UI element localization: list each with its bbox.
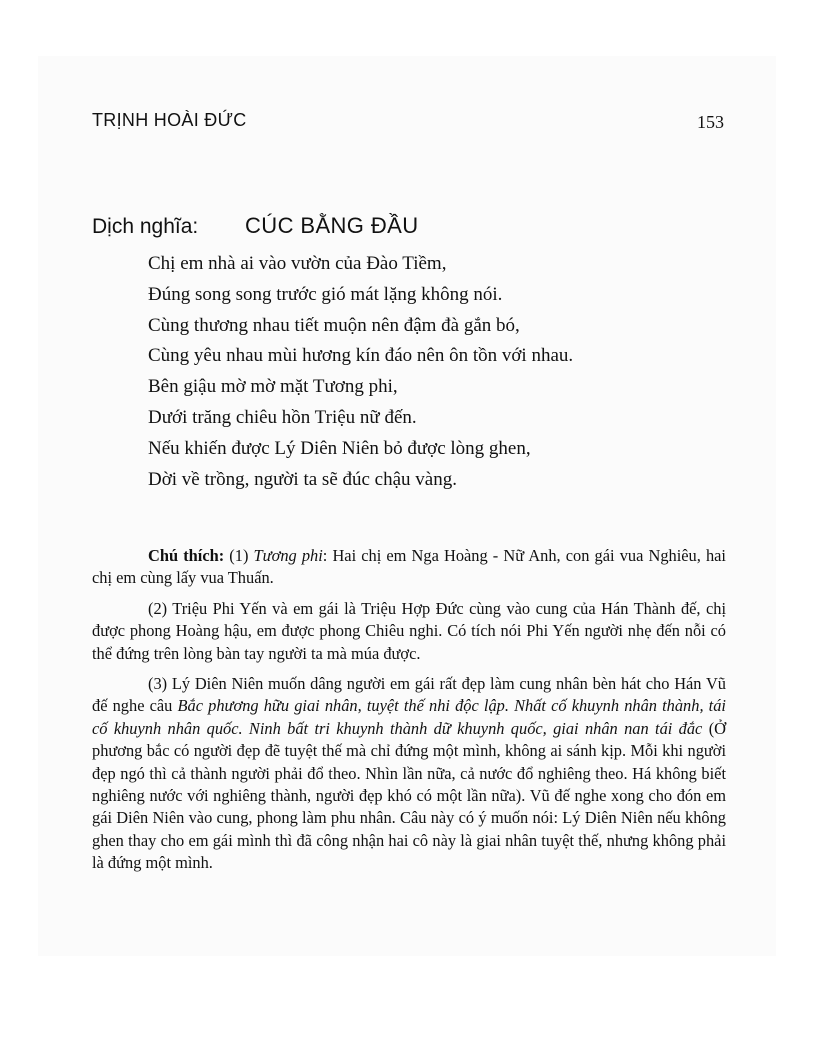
poem-line: Đúng song song trước gió mát lặng không nói. (148, 283, 503, 305)
section-heading (92, 213, 419, 239)
running-header-author: TRỊNH HOÀI ĐỨC (92, 110, 247, 130)
poem-line: Dời về trồng, người ta sẽ đúc chậu vàng. (148, 468, 457, 490)
footnote-text: (Ở phương bắc có người đẹp đẽ tuyệt thế mà chỉ đứng một mình, không ai sánh kịp. Mỗi khi người đẹp ngó thì cả thành người phải đổ theo. Nhìn lần nữa, cả nước đổ nghiêng theo. Há không biết nghiêng nước với nghiêng thành, người đẹp khó có một lần nữa). Vũ đế nghe xong cho đón em gái Diên Niên vào cung, phong làm phu nhân. Câu này có ý muốn nói: Lý Diên Niên nếu không ghen thay cho em gái mình thì đã công nhận hai cô này là giai nhân tuyệt thế, nhưng không phải là đứng một mình. (92, 718, 726, 873)
poem-line: Bên giậu mờ mờ mặt Tương phi, (148, 376, 398, 398)
footnotes (92, 545, 726, 883)
poem-line: Nếu khiến được Lý Diên Niên bỏ được lòng ghen, (148, 437, 531, 459)
page-number: 153 (697, 112, 724, 132)
footnote-number: (1) (224, 546, 254, 565)
poem-title: CÚC BẰNG ĐẦU (245, 213, 419, 238)
footnote-text: : Hai chị em Nga Hoàng - Nữ Anh, con gái vua Nghiêu, hai chị em cùng lấy vua Thuấn. (92, 546, 726, 588)
footnote-2: (2) Triệu Phi Yến và em gái là Triệu Hợp Đức cùng vào cung của Hán Thành đế, chị được phong Hoàng hậu, em được phong Chiêu nghi. Có tích nói Phi Yến người nhẹ đến nỗi có thể đứng trên lòng bàn tay người ta mà múa được. (92, 598, 726, 663)
poem-line: Cùng thương nhau tiết muộn nên đậm đà gắn bó, (148, 314, 520, 336)
footnote-3 (92, 673, 726, 875)
poem-line: Cùng yêu nhau mùi hương kín đáo nên ôn tồn với nhau. (148, 345, 574, 367)
footnote-1 (92, 545, 726, 590)
footnote-text: (3) Lý Diên Niên muốn dâng người em gái rất đẹp làm cung nhân bèn hát cho Hán Vũ đế nghe câu (92, 674, 726, 716)
footnote-quote: Bắc phương hữu giai nhân, tuyệt thế nhi độc lập. Nhất cố khuynh nhân thành, tái cố khuynh nhân quốc. Ninh bất tri khuynh thành dữ khuynh quốc, giai nhân nan tái đắc (92, 696, 726, 738)
footnote-term: Tương phi (253, 546, 323, 565)
section-label: Dịch nghĩa: (92, 215, 199, 238)
poem-line: Chị em nhà ai vào vườn của Đào Tiềm, (148, 253, 447, 274)
poem-line: Dưới trăng chiêu hồn Triệu nữ đến. (148, 406, 417, 428)
poem-translation (148, 249, 573, 495)
footnote-heading: Chú thích: (148, 546, 225, 565)
